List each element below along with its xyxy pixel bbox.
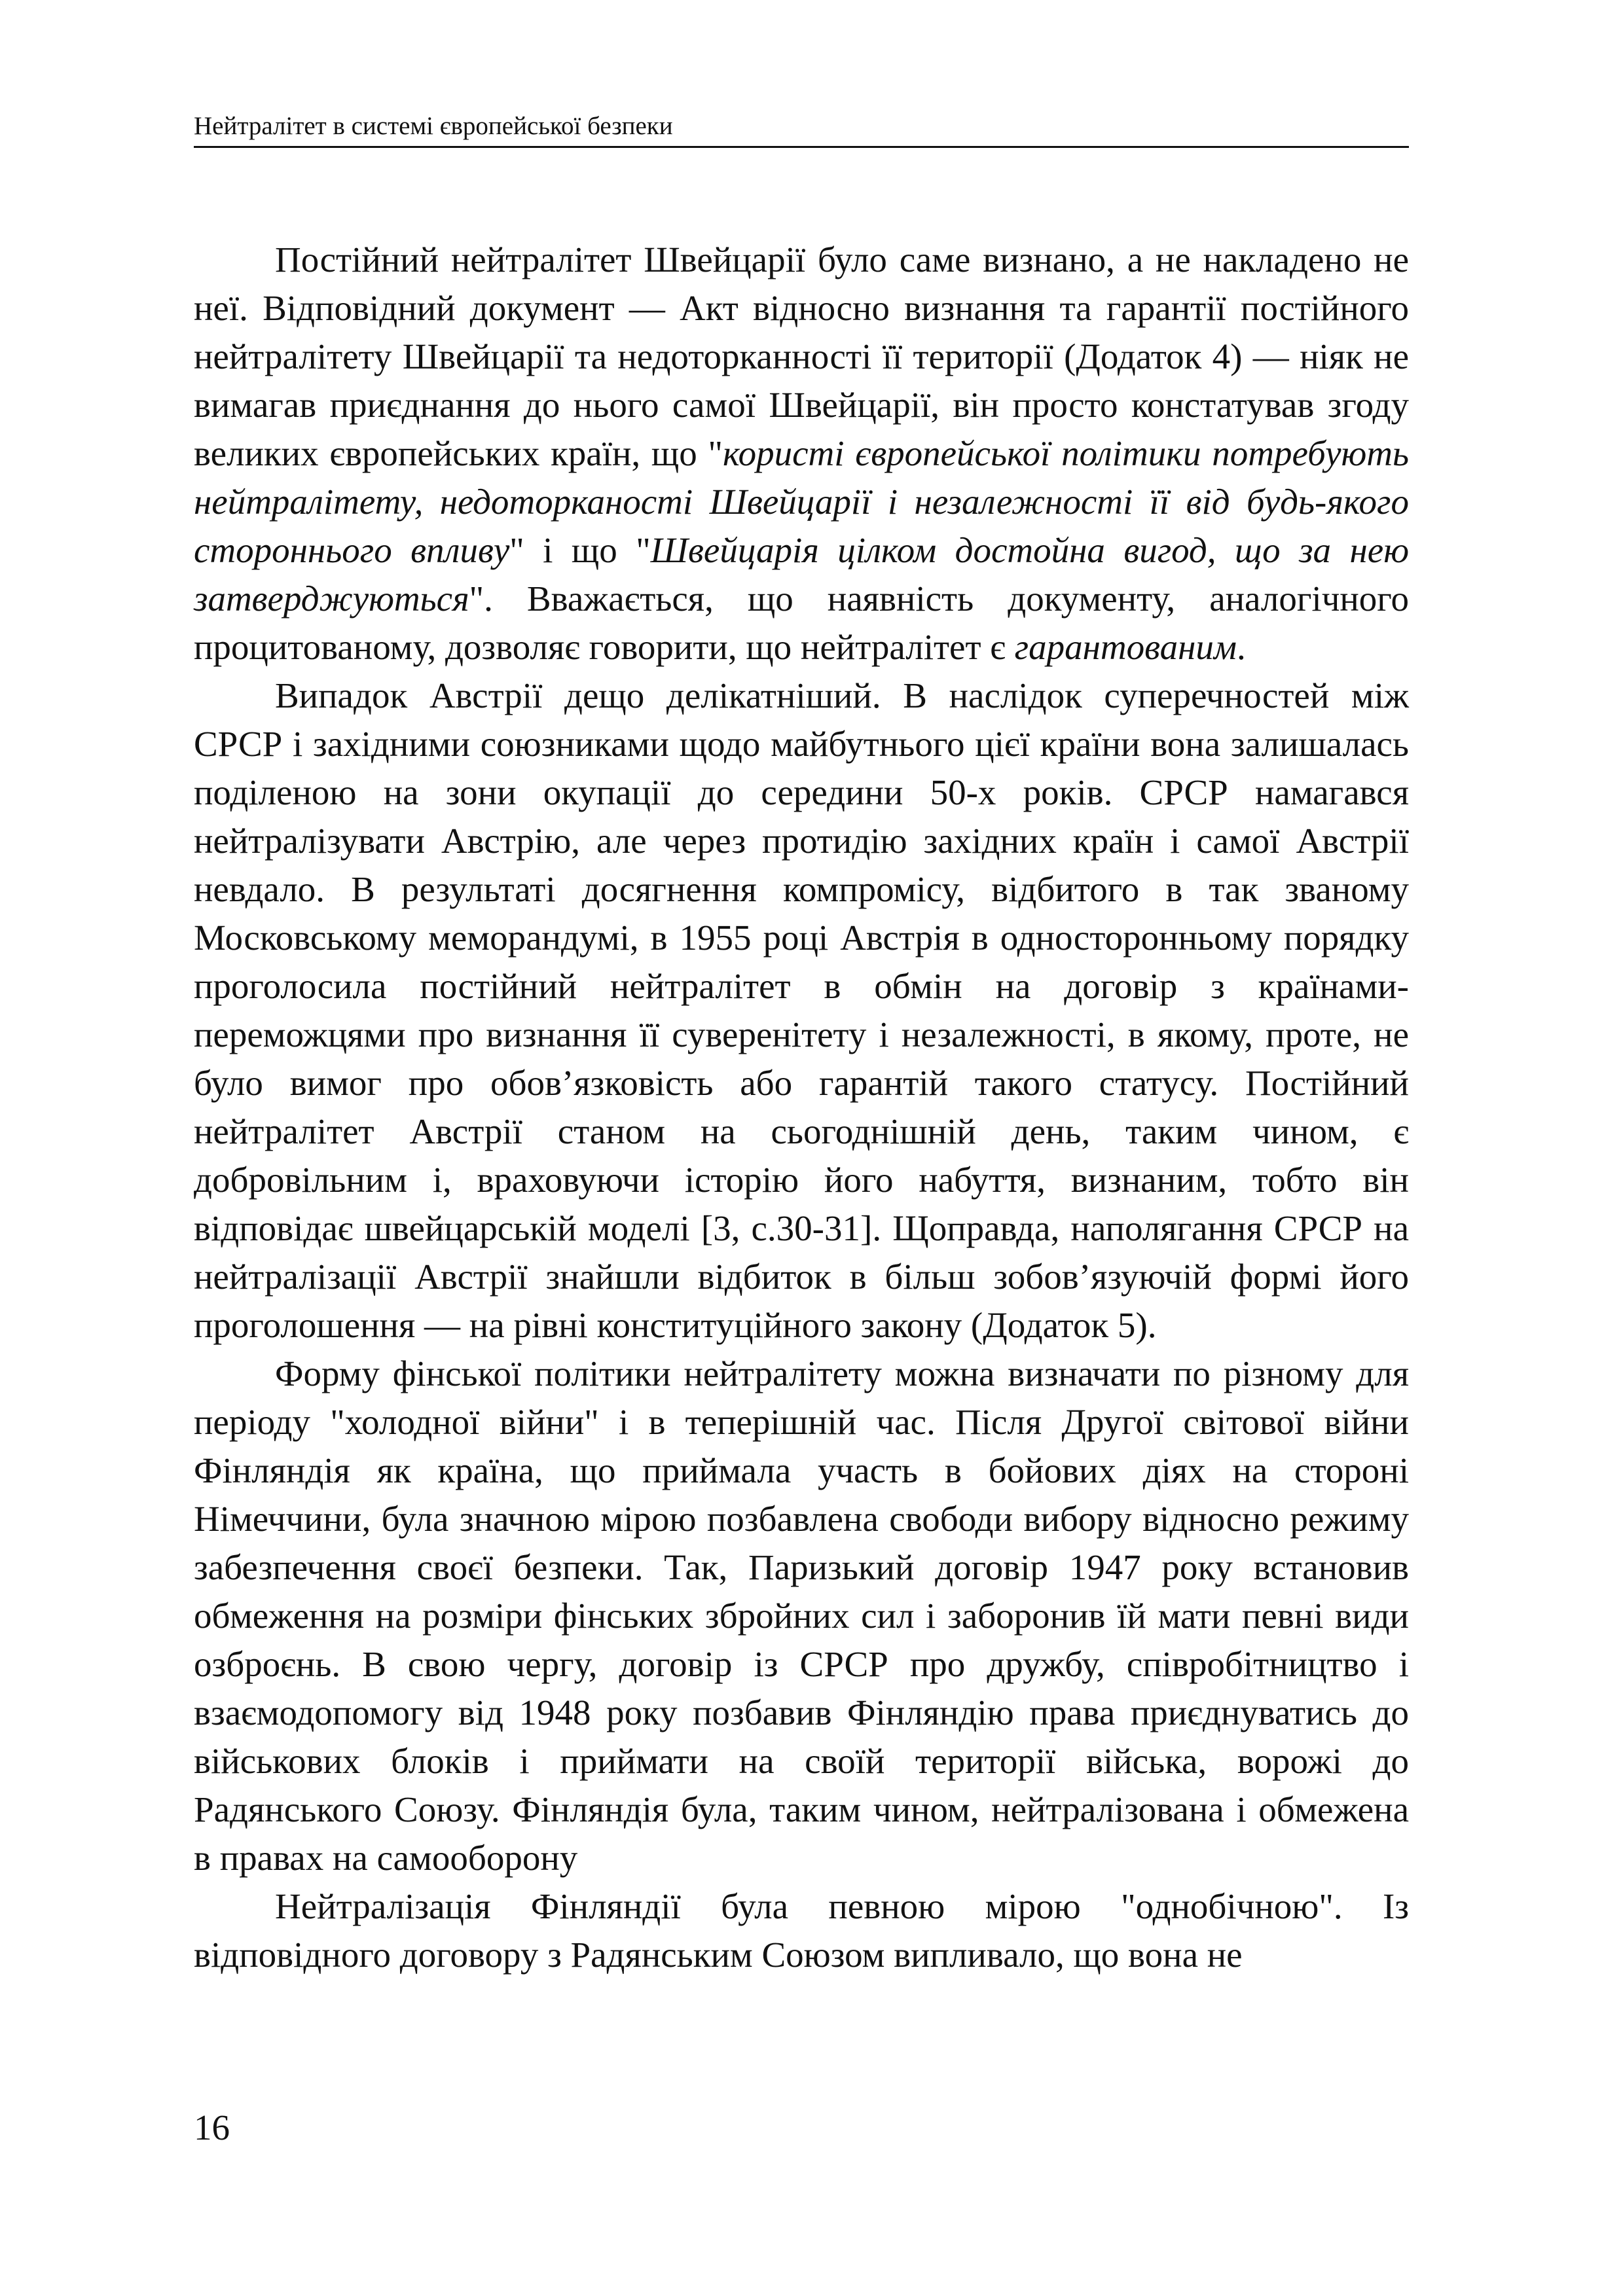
text-segment: Постійний нейтралітет Швейцарії було саме визнано, а не накладено не неї. Відповідний документ — Акт відносно визнання та гарантії постійного нейтралітету Швейцарії та недоторканності її території (Додаток 4) — ніяк не вимагав приєднання до нього самої Швейцарії, він просто констатував згоду великих європейських країн, що " xyxy=(194,240,1409,473)
paragraph-finland-neutralization xyxy=(194,1882,1409,1979)
text-segment: . xyxy=(1236,627,1246,667)
body-text xyxy=(194,236,1409,1979)
text-segment: " і що " xyxy=(509,530,651,570)
paragraph-finland xyxy=(194,1350,1409,1882)
quote-italic: користі європейської політики потребують нейтралітету, недоторканості Швейцарії і незалежності її від будь-якого стороннього впливу xyxy=(194,433,1410,570)
running-header-title: Нейтралітет в системі європейської безпеки xyxy=(194,112,673,140)
paragraph-switzerland xyxy=(194,236,1409,672)
text-segment: Нейтралізація Фінляндії була певною мірою "однобічною". Із відповідного договору з Радянським Союзом випливало, що вона не xyxy=(194,1886,1409,1975)
quote-italic: Швейцарія цілком достойна вигод, що за нею затверджуються xyxy=(194,530,1409,619)
page-number: 16 xyxy=(194,2108,230,2147)
text-segment: Випадок Австрії дещо делікатніший. В наслідок суперечностей між СРСР і західними союзниками щодо майбутнього цієї країни вона залишалась поділеною на зони окупації до середини 50-х років. СРСР намагався нейтралізувати Австрію, але через протидію західних країн і самої Австрії невдало. В результаті досягнення компромісу, відбитого в так званому Московському меморандумі, в 1955 році Австрія в односторонньому порядку проголосила постійний нейтралітет в обмін на договір з країнами-переможцями про визнання її суверенітету і незалежності, в якому, проте, не було вимог про обов’язковість або гарантій такого статусу. Постійний нейтралітет Австрії станом на сьогоднішній день, таким чином, є добровільним і, враховуючи історію його набуття, визнаним, тобто він відповідає швейцарській моделі [3, с.30-31]. Щоправда, наполягання СРСР на нейтралізації Австрії знайшли відбиток в більш зобов’язуючій формі його проголошення — на рівні конституційного закону (Додаток 5). xyxy=(194,675,1409,1345)
term-italic: гарантованим xyxy=(1014,627,1237,667)
paragraph-austria xyxy=(194,672,1409,1350)
running-header xyxy=(194,107,1409,148)
text-segment: Форму фінської політики нейтралітету можна визначати по різному для періоду "холодної війни" і в теперішній час. Після Другої світової війни Фінляндія як країна, що приймала участь в бойових діях на стороні Німеччини, була значною мірою позбавлена свободи вибору відносно режиму забезпечення своєї безпеки. Так, Паризький договір 1947 року встановив обмеження на розміри фінських збройних сил і заборонив їй мати певні види озброєнь. В свою чергу, договір із СРСР про дружбу, співробітництво і взаємодопомогу від 1948 року позбавив Фінляндію права приєднуватись до військових блоків і приймати на своїй території війська, ворожі до Радянського Союзу. Фінляндія була, таким чином, нейтралізована і обмежена в правах на самооборону xyxy=(194,1354,1409,1878)
text-segment: ". Вважається, що наявність документу, аналогічного процитованому, дозволяє говорити, що нейтралітет є xyxy=(194,579,1409,667)
